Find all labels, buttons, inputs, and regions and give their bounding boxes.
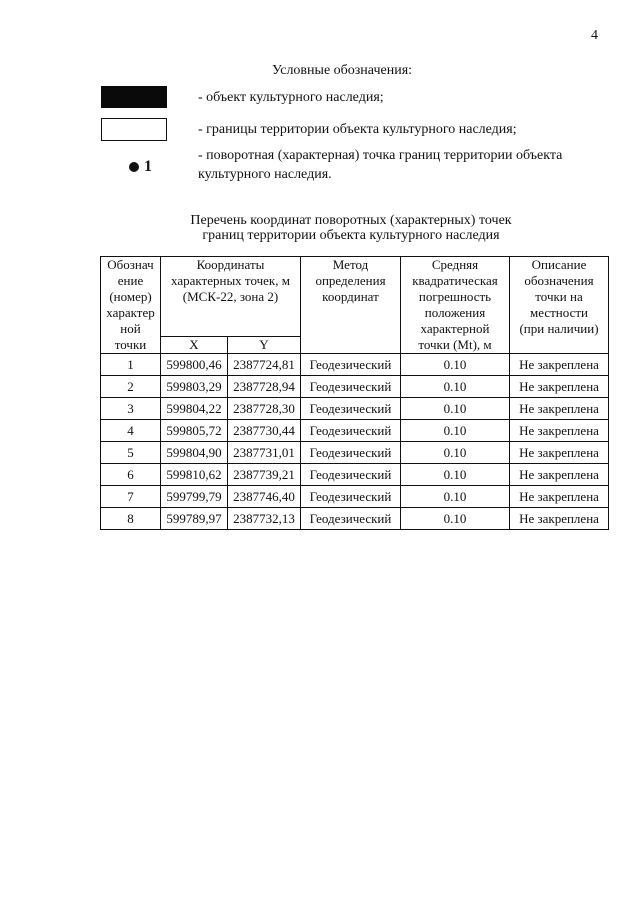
cell-num: 2	[101, 376, 161, 398]
header-line: погрешность	[418, 289, 492, 304]
header-designation	[101, 257, 161, 354]
table-row	[101, 486, 609, 508]
cell-error: 0.10	[401, 442, 510, 464]
header-line: Обознач	[107, 257, 154, 272]
cell-error: 0.10	[401, 486, 510, 508]
header-y: Y	[228, 337, 301, 354]
point-number-label: 1	[144, 158, 152, 175]
table-row	[101, 354, 609, 376]
cell-error: 0.10	[401, 354, 510, 376]
legend-item-cultural-object	[101, 86, 601, 110]
cell-x: 599800,46	[161, 354, 228, 376]
header-line: точки	[114, 337, 147, 352]
cell-desc: Не закреплена	[510, 420, 609, 442]
cell-error: 0.10	[401, 464, 510, 486]
cell-num: 4	[101, 420, 161, 442]
table-title	[100, 213, 602, 243]
cell-x: 599799,79	[161, 486, 228, 508]
legend-text: - границы территории объекта культурного наследия;	[198, 122, 517, 137]
cell-num: 6	[101, 464, 161, 486]
table-title-line: границ территории объекта культурного наследия	[202, 228, 500, 243]
cell-desc: Не закреплена	[510, 442, 609, 464]
legend-text-line: культурного наследия.	[198, 167, 332, 182]
cell-desc: Не закреплена	[510, 508, 609, 530]
cell-y: 2387728,30	[228, 398, 301, 420]
cell-error: 0.10	[401, 508, 510, 530]
legend-text-line: - поворотная (характерная) точка границ территории объекта	[198, 148, 563, 163]
legend-text: - объект культурного наследия;	[198, 90, 384, 105]
header-line: Средняя	[431, 257, 479, 272]
cell-x: 599810,62	[161, 464, 228, 486]
cell-method: Геодезический	[301, 486, 401, 508]
legend-item-territory-boundary	[101, 118, 601, 144]
header-coordinates	[161, 257, 301, 337]
cell-method: Геодезический	[301, 354, 401, 376]
legend-text	[198, 146, 562, 184]
cell-method: Геодезический	[301, 508, 401, 530]
table-row	[101, 376, 609, 398]
cell-desc: Не закреплена	[510, 354, 609, 376]
cell-method: Геодезический	[301, 420, 401, 442]
table-row	[101, 442, 609, 464]
legend-item-turning-point	[101, 146, 601, 186]
header-method	[301, 257, 401, 354]
header-line: местности	[530, 305, 588, 320]
cell-error: 0.10	[401, 420, 510, 442]
header-line: Метод	[332, 257, 369, 272]
black-rectangle-symbol	[101, 86, 167, 108]
header-description	[510, 257, 609, 354]
cell-x: 599789,97	[161, 508, 228, 530]
legend-title: Условные обозначения:	[272, 63, 413, 78]
cell-method: Геодезический	[301, 442, 401, 464]
cell-y: 2387746,40	[228, 486, 301, 508]
header-error	[401, 257, 510, 354]
cell-desc: Не закреплена	[510, 486, 609, 508]
header-line: (МСК-22, зона 2)	[182, 289, 279, 304]
cell-method: Геодезический	[301, 464, 401, 486]
table-row	[101, 508, 609, 530]
header-line: ной	[120, 321, 141, 336]
cell-y: 2387732,13	[228, 508, 301, 530]
table-row	[101, 464, 609, 486]
header-line: квадратическая	[412, 273, 498, 288]
cell-num: 1	[101, 354, 161, 376]
outlined-rectangle-symbol	[101, 118, 167, 141]
cell-num: 7	[101, 486, 161, 508]
cell-y: 2387730,44	[228, 420, 301, 442]
cell-x: 599804,22	[161, 398, 228, 420]
cell-x: 599803,29	[161, 376, 228, 398]
header-line: определения	[315, 273, 386, 288]
cell-y: 2387728,94	[228, 376, 301, 398]
header-line: координат	[322, 289, 379, 304]
header-line: Описание	[531, 257, 587, 272]
page-number: 4	[591, 28, 598, 43]
header-line: (при наличии)	[519, 321, 599, 336]
cell-num: 5	[101, 442, 161, 464]
cell-error: 0.10	[401, 398, 510, 420]
table-row	[101, 398, 609, 420]
coordinates-table	[100, 256, 609, 530]
header-line: точки на	[535, 289, 583, 304]
table-row	[101, 420, 609, 442]
dot-icon	[129, 162, 139, 172]
table-title-line: Перечень координат поворотных (характерных) точек	[190, 213, 512, 228]
cell-desc: Не закреплена	[510, 464, 609, 486]
header-line: характерной	[420, 321, 490, 336]
turning-point-symbol	[129, 158, 152, 176]
header-line: характер	[106, 305, 155, 320]
header-line: ение	[117, 273, 144, 288]
header-x: X	[161, 337, 228, 354]
header-line: Координаты	[196, 257, 265, 272]
header-line: обозначения	[524, 273, 594, 288]
header-line: характерных точек, м	[171, 273, 290, 288]
cell-y: 2387731,01	[228, 442, 301, 464]
header-line: точки (Mt), м	[418, 337, 492, 352]
cell-method: Геодезический	[301, 398, 401, 420]
cell-x: 599805,72	[161, 420, 228, 442]
cell-num: 8	[101, 508, 161, 530]
cell-error: 0.10	[401, 376, 510, 398]
cell-x: 599804,90	[161, 442, 228, 464]
cell-num: 3	[101, 398, 161, 420]
header-line: (номер)	[109, 289, 152, 304]
cell-method: Геодезический	[301, 376, 401, 398]
cell-y: 2387724,81	[228, 354, 301, 376]
header-line: положения	[424, 305, 486, 320]
cell-y: 2387739,21	[228, 464, 301, 486]
cell-desc: Не закреплена	[510, 398, 609, 420]
cell-desc: Не закреплена	[510, 376, 609, 398]
